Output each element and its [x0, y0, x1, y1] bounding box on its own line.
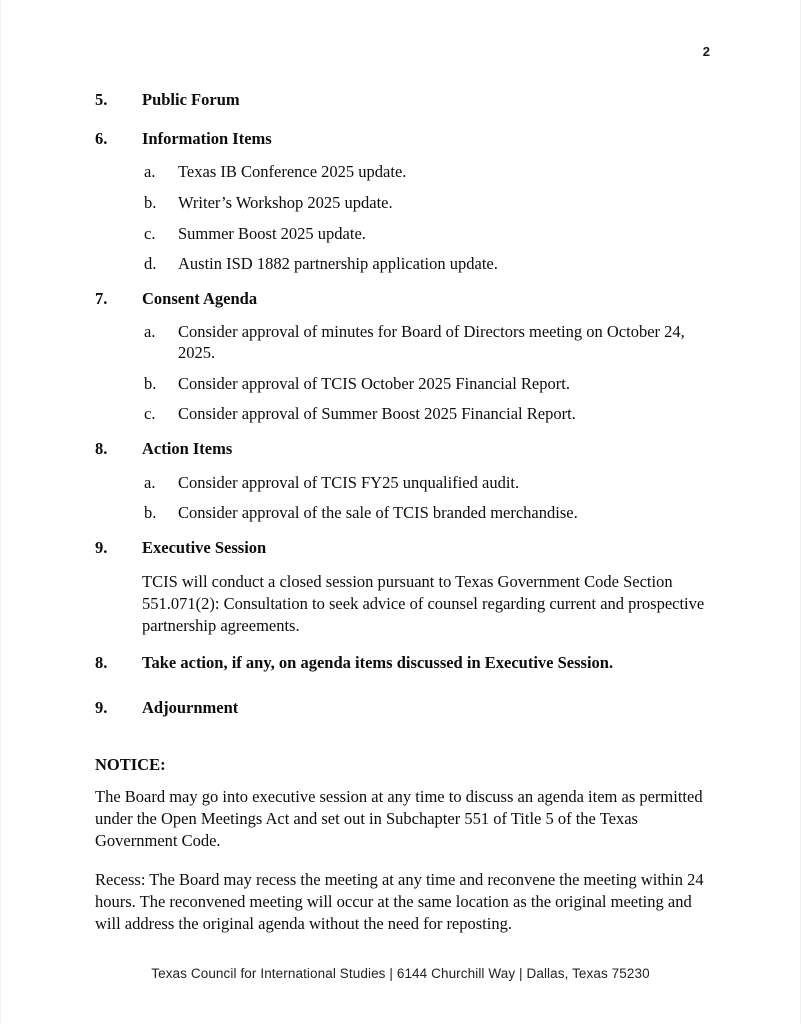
agenda-item-title: Information Items — [142, 128, 272, 148]
subitem-letter: b. — [144, 373, 157, 393]
subitem-text: Summer Boost 2025 update. — [178, 223, 366, 243]
agenda-item-number: 8. — [95, 652, 108, 672]
list-item — [95, 254, 710, 275]
list-item — [95, 503, 710, 524]
agenda-item-8-action — [95, 439, 710, 460]
subitem-text: Consider approval of minutes for Board of Directors meeting on October 24, 2025. — [178, 322, 685, 362]
subitem-letter: b. — [144, 192, 157, 212]
agenda-item-5 — [95, 90, 710, 111]
agenda-item-title: Executive Session — [142, 537, 267, 557]
subitem-letter: c. — [144, 223, 156, 243]
subitem-text: Texas IB Conference 2025 update. — [178, 162, 407, 182]
subitem-text: Austin ISD 1882 partnership application update. — [178, 254, 498, 274]
subitem-text: Consider approval of the sale of TCIS branded merchandise. — [178, 503, 578, 523]
agenda-item-6-subitems — [95, 162, 710, 275]
subitem-letter: a. — [144, 162, 156, 182]
agenda-item-number: 6. — [95, 128, 108, 148]
agenda-item-8-take-action — [95, 653, 710, 674]
subitem-letter: d. — [144, 254, 157, 274]
notice-paragraph-executive-session: The Board may go into executive session at any time to discuss an agenda item as permitted under the Open Meetings Act and set out in Subchapter 551 of Title 5 of the Texas Government Code. — [95, 786, 703, 851]
agenda-item-6 — [95, 129, 710, 150]
subitem-letter: b. — [144, 503, 157, 523]
agenda-item-number: 9. — [95, 698, 108, 718]
agenda-item-title: Adjournment — [142, 698, 239, 718]
executive-session-body: TCIS will conduct a closed session pursuant to Texas Government Code Section 551.071(2): Consultation to seek advice of counsel regarding current and prospective partnership agreements. — [142, 572, 705, 635]
spacer — [95, 681, 710, 698]
subitem-text: Consider approval of TCIS FY25 unqualified audit. — [178, 472, 520, 492]
list-item — [95, 404, 710, 425]
agenda-item-7 — [95, 289, 710, 310]
subitem-letter: a. — [144, 322, 156, 342]
notice-paragraph-recess: Recess: The Board may recess the meeting at any time and reconvene the meeting within 24 hours. The reconvened meeting will occur at the same location as the original meeting and will address the original agenda without the need for reposting. — [95, 870, 704, 934]
list-item — [95, 224, 710, 245]
spacer — [95, 119, 710, 129]
agenda-item-title: Action Items — [142, 438, 233, 458]
agenda-item-9-adjournment — [95, 698, 710, 719]
spacer — [95, 727, 710, 755]
agenda-item-title: Consent Agenda — [142, 288, 258, 308]
list-item — [95, 374, 710, 395]
agenda-item-title: Take action, if any, on agenda items discussed in Executive Session. — [142, 652, 614, 672]
agenda-item-number: 9. — [95, 537, 108, 557]
agenda-item-number: 5. — [95, 90, 108, 109]
subitem-text: Consider approval of TCIS October 2025 Financial Report. — [178, 373, 570, 393]
page-footer: Texas Council for International Studies | 6144 Churchill Way | Dallas, Texas 75230 — [151, 966, 650, 981]
subitem-text: Consider approval of Summer Boost 2025 Financial Report. — [178, 404, 576, 424]
subitem-letter: a. — [144, 472, 156, 492]
agenda-item-9-executive-session — [95, 538, 710, 559]
list-item — [95, 473, 710, 494]
notice-heading: NOTICE: — [95, 754, 166, 774]
agenda-item-title: Public Forum — [142, 90, 240, 109]
list-item — [95, 322, 710, 363]
subitem-letter: c. — [144, 404, 156, 424]
agenda-item-number: 7. — [95, 288, 108, 308]
agenda-content — [95, 90, 710, 936]
page-number: 2 — [702, 44, 710, 59]
agenda-item-8-subitems — [95, 473, 710, 524]
agenda-item-7-subitems — [95, 322, 710, 425]
list-item — [95, 162, 710, 183]
agenda-item-number: 8. — [95, 438, 108, 458]
list-item — [95, 193, 710, 214]
subitem-text: Writer’s Workshop 2025 update. — [178, 192, 393, 212]
